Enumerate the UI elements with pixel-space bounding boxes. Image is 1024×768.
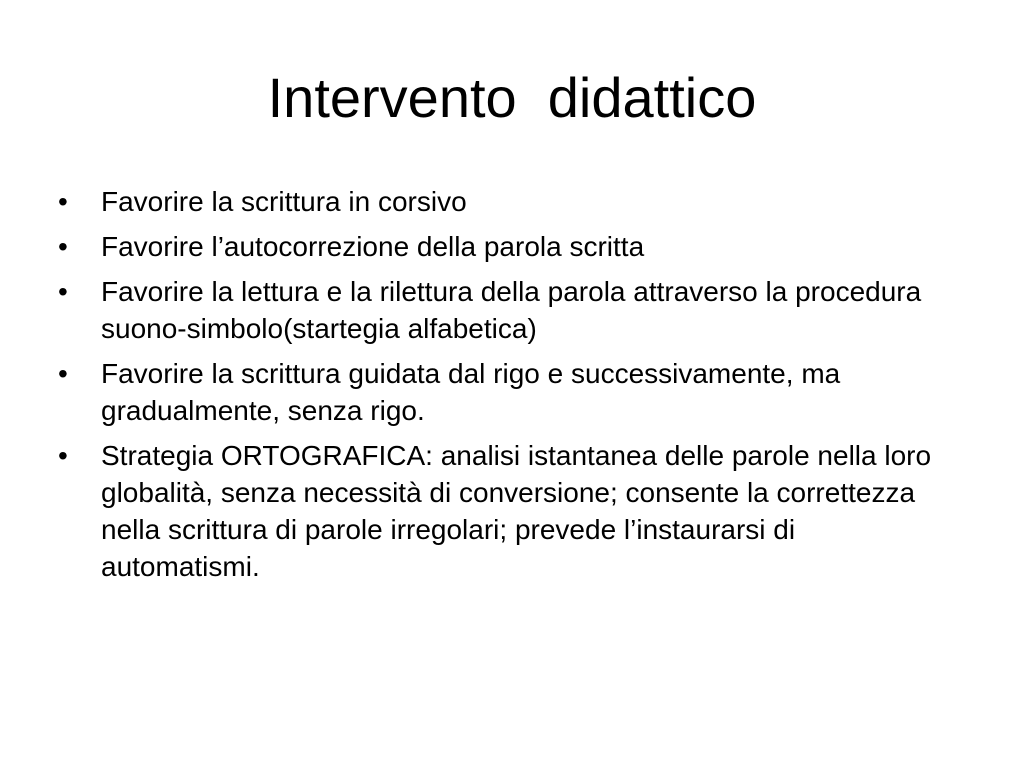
bullet-item: [58, 355, 958, 429]
bullet-marker-icon: •: [58, 186, 68, 217]
bullet-text: Favorire la lettura e la rilettura della parola attraverso la procedura suono-simbolo(startegia alfabetica): [101, 276, 922, 344]
bullet-text: Favorire la scrittura guidata dal rigo e successivamente, ma gradualmente, senza rigo.: [101, 358, 841, 426]
bullet-marker-icon: •: [58, 276, 68, 307]
bullet-text: Favorire la scrittura in corsivo: [101, 186, 467, 217]
bullet-item: [58, 183, 958, 220]
bullet-marker-icon: •: [58, 440, 68, 471]
slide-title: Intervento didattico: [267, 66, 757, 129]
bullet-marker-icon: •: [58, 358, 68, 389]
bullet-item: [58, 228, 958, 265]
bullet-marker-icon: •: [58, 231, 68, 262]
bullet-item: [58, 437, 958, 585]
bullet-text: Favorire l’autocorrezione della parola scritta: [101, 231, 645, 262]
bullet-list: [58, 183, 958, 593]
bullet-item: [58, 273, 958, 347]
bullet-text: Strategia ORTOGRAFICA: analisi istantanea delle parole nella loro globalità, senza necessità di conversione; consente la correttezza nella scrittura di parole irregolari; prevede l’instaurarsi di automatismi.: [101, 440, 932, 582]
